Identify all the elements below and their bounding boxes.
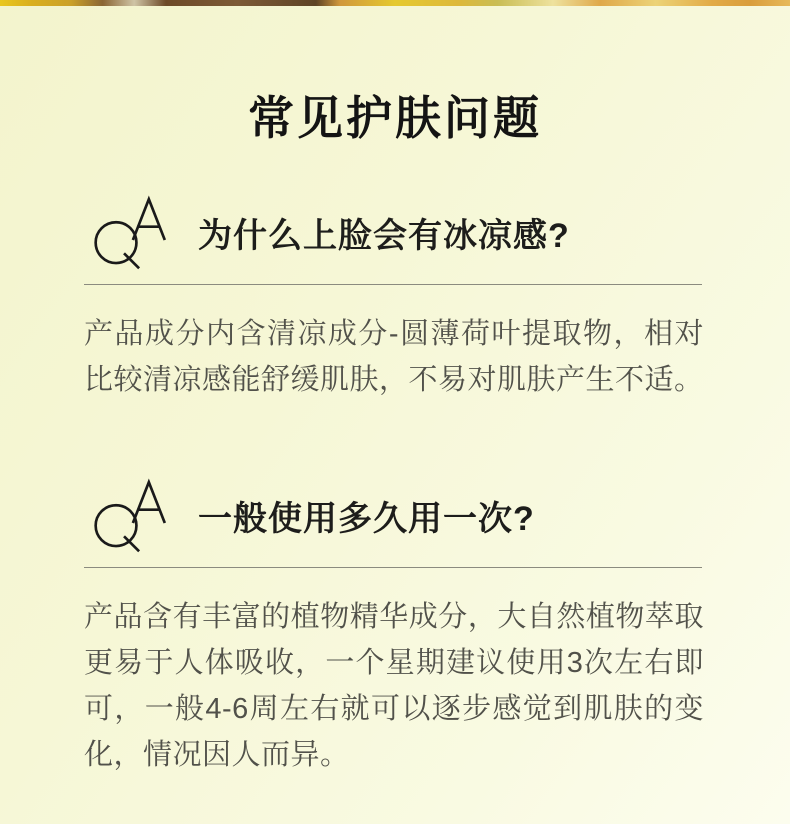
qa-icon [92,476,172,554]
qa-icon [92,193,172,271]
divider-line [84,567,702,568]
page-title: 常见护肤问题 [248,92,542,144]
question-text: 为什么上脸会有冰凉感? [198,216,570,255]
faq-section-2 [84,475,704,778]
answer-text: 产品含有丰富的植物精华成分，大自然植物萃取更易于人体吸收，一个星期建议使用3次左右即可，一般4-6周左右就可以逐步感觉到肌肤的变化，情况因人而异。 [84,601,704,771]
answer-text: 产品成分内含清凉成分-圆薄荷叶提取物，相对比较清凉感能舒缓肌肤，不易对肌肤产生不适。 [84,318,704,396]
faq-section-1 [84,192,704,403]
previous-photo-edge-strip [0,0,790,6]
question-row [92,475,704,555]
question-row [92,192,704,272]
question-text: 一般使用多久用一次? [198,499,535,538]
divider-line [84,284,702,285]
